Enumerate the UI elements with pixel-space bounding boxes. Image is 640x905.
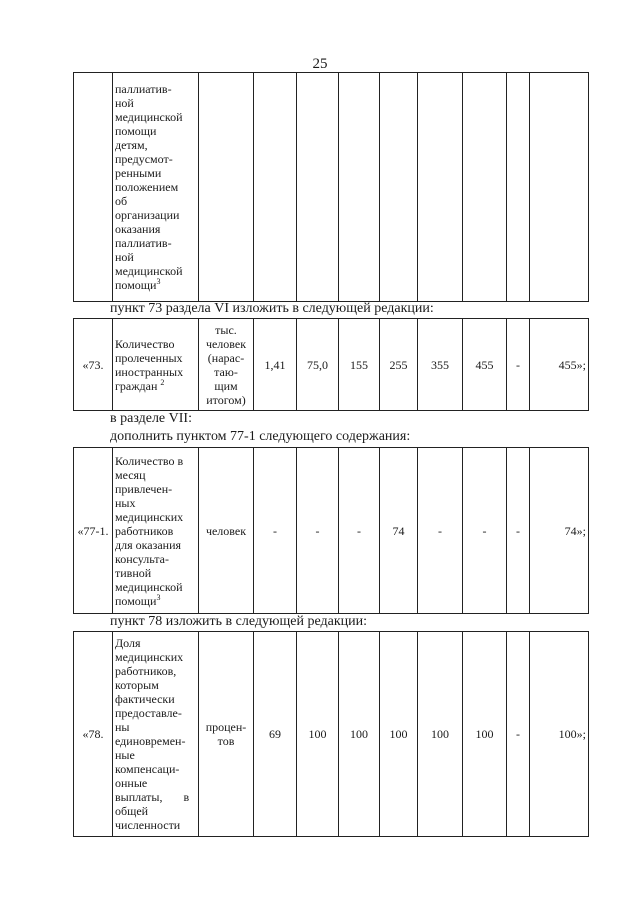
table-row-73 — [73, 318, 589, 411]
value-cell: - — [297, 448, 339, 614]
table-row-78 — [73, 631, 589, 837]
value-cell: 1,41 — [254, 319, 297, 411]
page-number: 25 — [312, 56, 328, 72]
value-cell: - — [507, 448, 530, 614]
value-cell: 155 — [339, 319, 380, 411]
value-cell — [418, 73, 463, 302]
value-cell: - — [339, 448, 380, 614]
value-cell-last: 100»; — [530, 632, 589, 837]
value-cell: - — [418, 448, 463, 614]
footnote-mark: 2 — [160, 377, 165, 387]
value-cell — [463, 73, 507, 302]
value-cell: 74 — [380, 448, 418, 614]
value-cell — [339, 73, 380, 302]
value-cell: - — [254, 448, 297, 614]
value-cell — [297, 73, 339, 302]
paragraph-item-73: пункт 73 раздела VI изложить в следующей редакции: — [110, 301, 434, 316]
value-cell: 100 — [380, 632, 418, 837]
unit-cell — [199, 73, 254, 302]
value-cell: 75,0 — [297, 319, 339, 411]
paragraph-item-78: пункт 78 изложить в следующей редакции: — [110, 614, 367, 629]
value-cell: 69 — [254, 632, 297, 837]
unit-cell: человек — [199, 448, 254, 614]
value-cell — [380, 73, 418, 302]
unit-cell: тыс. человек (нарас- таю- щим итогом) — [199, 319, 254, 411]
value-cell — [507, 73, 530, 302]
value-cell: 455 — [463, 319, 507, 411]
footnote-mark: 3 — [156, 277, 161, 286]
value-cell-last: 455»; — [530, 319, 589, 411]
value-cell: 355 — [418, 319, 463, 411]
value-cell: - — [507, 319, 530, 411]
table-row-77-1 — [73, 447, 589, 614]
paragraph-item-77-1: дополнить пунктом 77-1 следующего содержания: — [110, 429, 411, 444]
row-number: «78. — [74, 632, 113, 837]
value-cell: 100 — [463, 632, 507, 837]
description-cell: Количество в месяц привлечен- ных медицинских работников для оказания консульта- тивной медицинской помощи$^3$ — [113, 448, 199, 614]
description-cell: Доля медицинских работников, которым фактически предоставле- ны единовремен- ные компенсаци- онные выплаты, в общей численности — [113, 632, 199, 837]
value-cell — [530, 73, 589, 302]
value-cell-last: 74»; — [530, 448, 589, 614]
row-number-cell — [74, 73, 113, 302]
table-continuation — [73, 72, 589, 302]
value-cell: - — [463, 448, 507, 614]
row-number: «77-1. — [74, 448, 113, 614]
description-cell: паллиатив- ной медицинской помощи детям, предусмот- ренными положением об организации оказания паллиатив- ной медицинской помощи$^3$ — [113, 73, 199, 302]
paragraph-section-7: в разделе VII: — [110, 411, 192, 426]
footnote-mark: 3 — [156, 592, 161, 602]
value-cell: 100 — [339, 632, 380, 837]
value-cell: 100 — [297, 632, 339, 837]
row-number: «73. — [74, 319, 113, 411]
value-cell — [254, 73, 297, 302]
value-cell: - — [507, 632, 530, 837]
value-cell: 100 — [418, 632, 463, 837]
unit-cell: процен- тов — [199, 632, 254, 837]
value-cell: 255 — [380, 319, 418, 411]
description-cell: Количество пролеченных иностранных граждан $^2$ — [113, 319, 199, 411]
